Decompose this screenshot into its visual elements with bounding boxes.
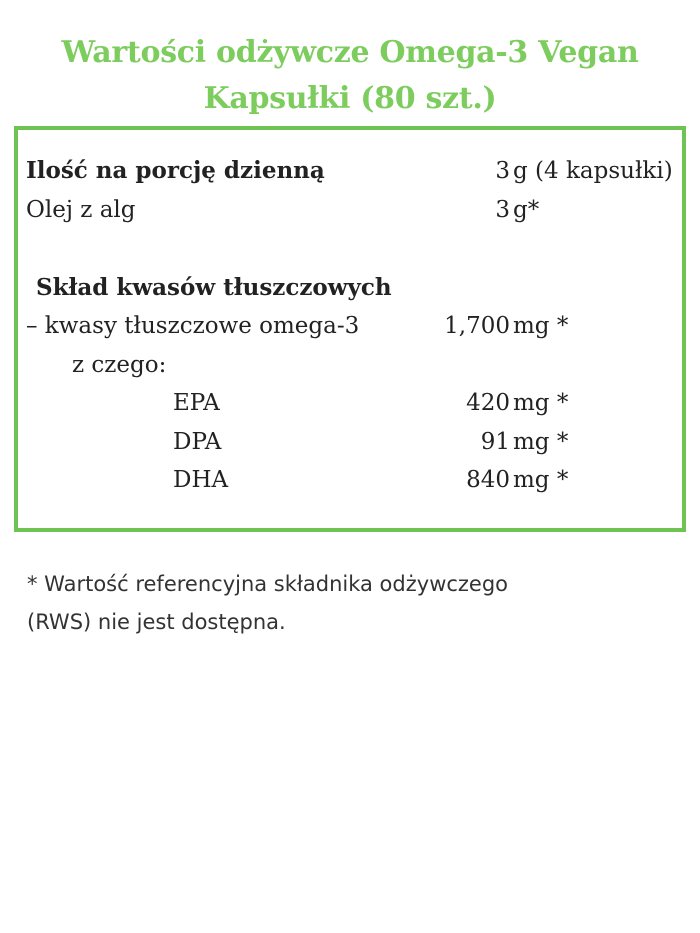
dha-label: DHA xyxy=(173,467,229,493)
epa-value: 420 xyxy=(466,390,510,416)
dha-row xyxy=(18,461,682,499)
dha-unit: mg * xyxy=(513,467,569,493)
of-which-label: z czego: xyxy=(72,352,167,378)
dpa-unit: mg * xyxy=(513,429,569,455)
omega3-label: – kwasy tłuszczowe omega-3 xyxy=(26,313,360,339)
algae-oil-row xyxy=(18,191,682,229)
omega3-unit: mg * xyxy=(513,313,569,339)
serving-value: 3 xyxy=(495,158,510,184)
omega3-row xyxy=(18,307,682,345)
omega3-value: 1,700 xyxy=(444,313,510,339)
title-line-2: Kapsułki (80 szt.) xyxy=(203,81,497,116)
of-which-row xyxy=(18,346,682,384)
serving-unit: g (4 kapsułki) xyxy=(513,158,673,184)
section-heading-row xyxy=(18,269,682,307)
footnote xyxy=(27,565,677,641)
nutrition-table xyxy=(14,126,686,532)
algae-oil-unit: g* xyxy=(513,197,540,223)
epa-label: EPA xyxy=(173,390,220,416)
epa-unit: mg * xyxy=(513,390,569,416)
serving-row xyxy=(18,152,682,190)
algae-oil-label: Olej z alg xyxy=(26,197,136,223)
title-line-1: Wartości odżywcze Omega-3 Vegan xyxy=(61,35,639,70)
dpa-value: 91 xyxy=(480,429,510,455)
fatty-acids-heading: Skład kwasów tłuszczowych xyxy=(36,274,392,301)
footnote-line-2: (RWS) nie jest dostępna. xyxy=(27,610,286,634)
page-title xyxy=(0,30,700,122)
epa-row xyxy=(18,384,682,422)
footnote-line-1: * Wartość referencyjna składnika odżywczego xyxy=(27,572,509,596)
algae-oil-value: 3 xyxy=(495,197,510,223)
serving-label: Ilość na porcję dzienną xyxy=(26,157,325,184)
dha-value: 840 xyxy=(466,467,510,493)
dpa-label: DPA xyxy=(173,429,222,455)
dpa-row xyxy=(18,423,682,461)
